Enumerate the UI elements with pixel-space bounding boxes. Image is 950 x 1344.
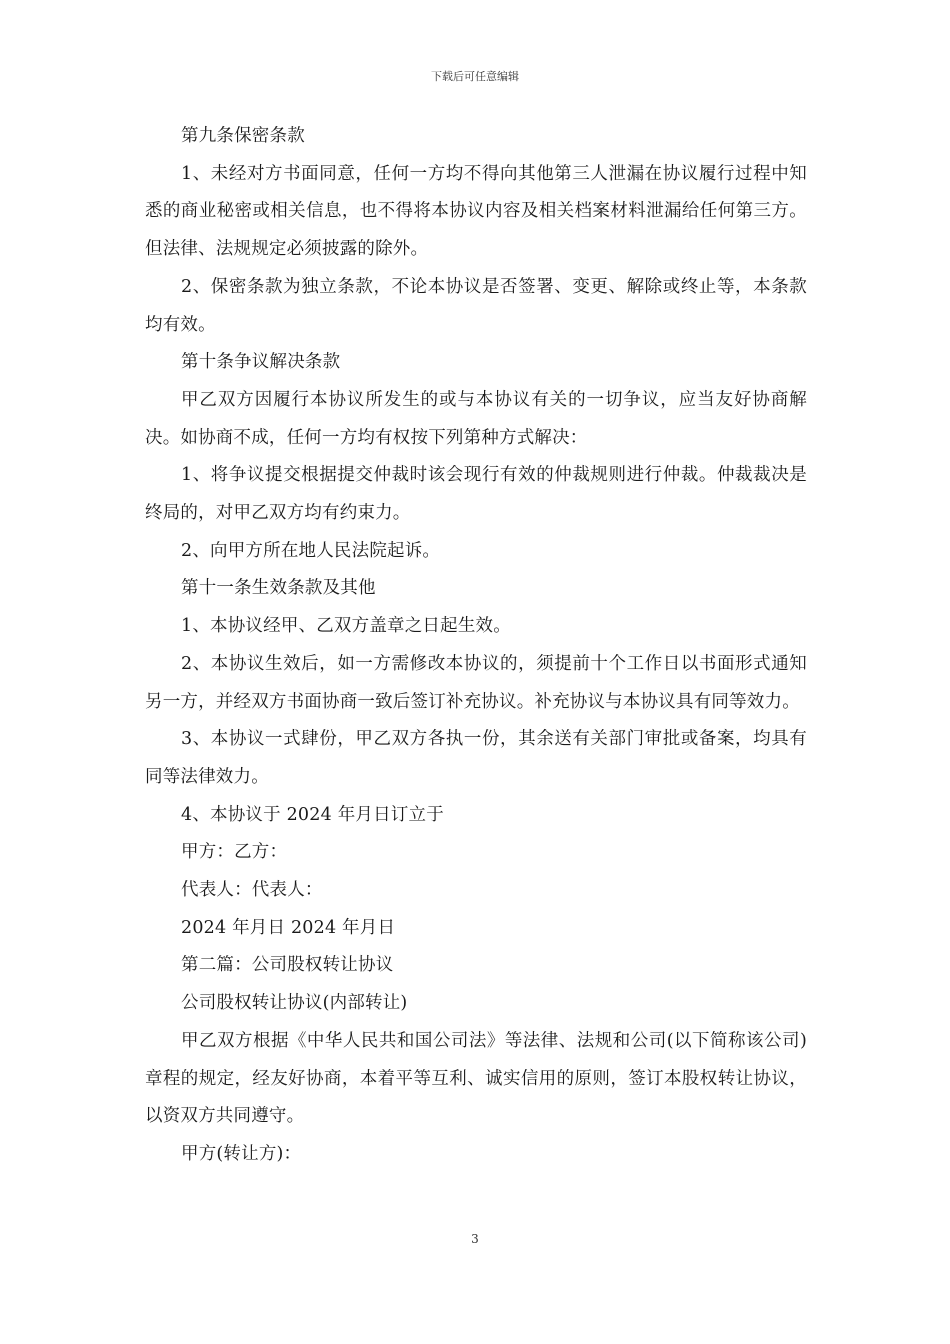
agreement-title: 公司股权转让协议(内部转让) xyxy=(181,993,408,1014)
section-heading-article-9: 第九条保密条款 xyxy=(181,126,305,146)
page-number: 3 xyxy=(471,1232,479,1246)
party-a-label: 甲方(转让方)： xyxy=(181,1143,302,1164)
signature-parties: 甲方：乙方： xyxy=(181,842,288,863)
paragraph-effect-1: 1、本协议经甲、乙双方盖章之日起生效。 xyxy=(181,616,511,637)
document-body xyxy=(145,118,807,1174)
paragraph-confidentiality-1: 1、未经对方书面同意，任何一方均不得向其他第三人泄漏在协议履行过程中知悉的商业秘密或相关信息，也不得将本协议内容及相关档案材料泄漏给任何第三方。但法律、法规规定必须披露的除外。 xyxy=(145,163,807,260)
page-header-note: 下载后可任意编辑 xyxy=(431,70,519,83)
chapter-heading-second: 第二篇：公司股权转让协议 xyxy=(181,955,394,976)
paragraph-effect-3: 3、本协议一式肆份，甲乙双方各执一份，其余送有关部门审批或备案，均具有同等法律效力。 xyxy=(145,729,807,787)
signature-dates: 2024 年月日 2024 年月日 xyxy=(181,917,396,938)
paragraph-dispute-1: 1、将争议提交根据提交仲裁时该会现行有效的仲裁规则进行仲裁。仲裁裁决是终局的，对甲乙双方均有约束力。 xyxy=(145,465,807,524)
paragraph-dispute-intro: 甲乙双方因履行本协议所发生的或与本协议有关的一切争议，应当友好协商解决。如协商不成，任何一方均有权按下列第种方式解决： xyxy=(145,389,807,448)
paragraph-effect-4: 4、本协议于 2024 年月日订立于 xyxy=(181,804,444,825)
paragraph-effect-2: 2、本协议生效后，如一方需修改本协议的，须提前十个工作日以书面形式通知另一方，并经双方书面协商一致后签订补充协议。补充协议与本协议具有同等效力。 xyxy=(145,653,807,712)
paragraph-agreement-preamble: 甲乙双方根据《中华人民共和国公司法》等法律、法规和公司(以下简称该公司)章程的规定，经友好协商，本着平等互利、诚实信用的原则，签订本股权转让协议，以资双方共同遵守。 xyxy=(145,1030,807,1127)
section-heading-article-10: 第十条争议解决条款 xyxy=(181,352,341,373)
paragraph-confidentiality-2: 2、保密条款为独立条款，不论本协议是否签署、变更、解除或终止等，本条款均有效。 xyxy=(145,276,807,335)
signature-representatives: 代表人：代表人： xyxy=(181,880,323,901)
section-heading-article-11: 第十一条生效条款及其他 xyxy=(181,578,376,599)
paragraph-dispute-2: 2、向甲方所在地人民法院起诉。 xyxy=(181,540,441,561)
